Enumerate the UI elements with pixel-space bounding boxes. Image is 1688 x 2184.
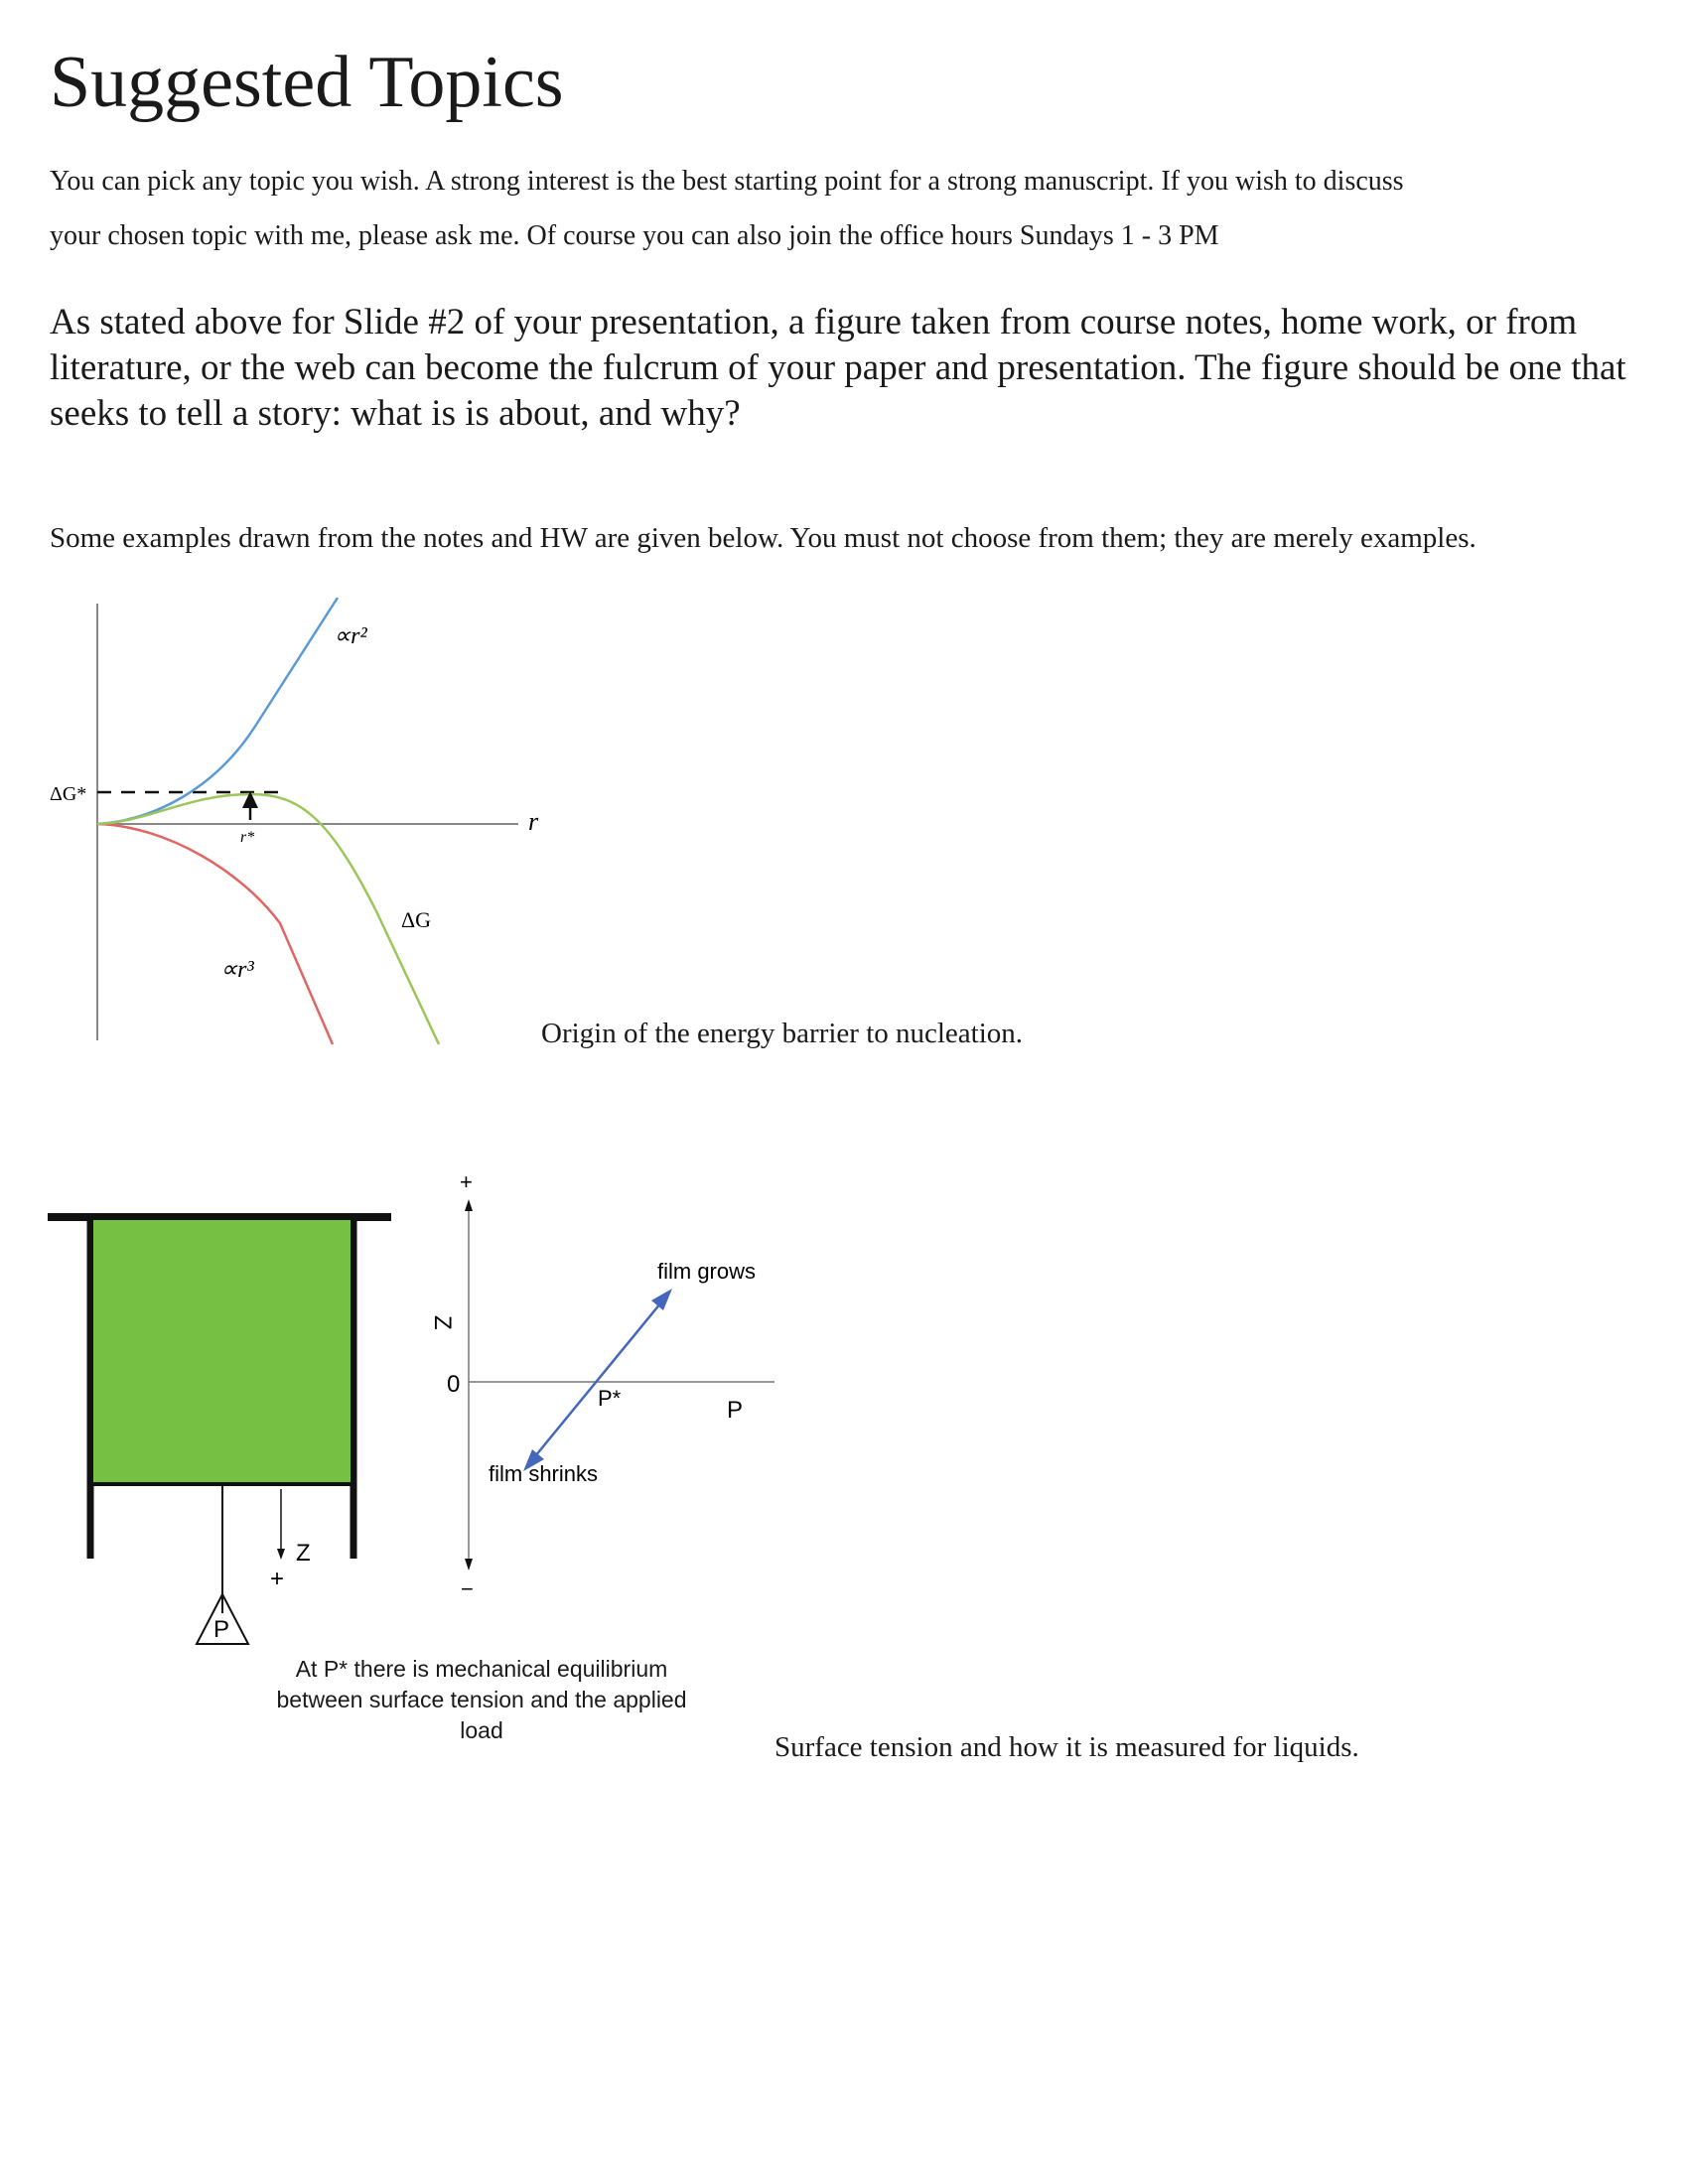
instruction-paragraph: As stated above for Slide #2 of your presentation, a figure taken from course notes, home work, or from literature, or the web can become the fulcrum of your paper and presentation. The figure should be one that seeks to tell a story: what is is about, and why? xyxy=(50,302,1626,434)
r-cubed-label: ∝r³ xyxy=(220,957,254,983)
delta-g-star-label: ΔG* xyxy=(50,783,87,805)
film-shrinks-label: film shrinks xyxy=(489,1461,599,1486)
equilibrium-line xyxy=(530,1297,665,1462)
nucleation-figure xyxy=(0,586,616,1052)
piston-plus-label: + xyxy=(270,1566,285,1592)
z-direction-arrowhead xyxy=(277,1549,285,1560)
axis-minus-label: − xyxy=(461,1576,474,1601)
surface-term-curve xyxy=(97,598,338,824)
piston-z-label: Z xyxy=(296,1540,311,1567)
intro-line-1: You can pick any topic you wish. A strong interest is the best starting point for a strong manuscript. If you wish to discuss xyxy=(50,166,1404,197)
r-squared-label: ∝r² xyxy=(334,623,367,649)
film-grows-label: film grows xyxy=(657,1259,757,1284)
page-title: Suggested Topics xyxy=(50,42,564,123)
film-grows-arrowhead xyxy=(651,1289,672,1310)
axis-z-label: Z xyxy=(429,1315,456,1330)
intro-line-2: your chosen topic with me, please ask me. Of course you can also join the office hours Sundays 1 - 3 PM xyxy=(50,220,1219,251)
nucleation-caption: Origin of the energy barrier to nucleation. xyxy=(541,1018,1024,1049)
equilibrium-caption: At P* there is mechanical equilibrium between surface tension and the applied load xyxy=(276,1656,687,1743)
p-star-label: P* xyxy=(598,1386,622,1411)
delta-g-label: ΔG xyxy=(401,907,432,932)
z-axis-top-arrowhead xyxy=(465,1199,473,1211)
liquid-film xyxy=(93,1220,351,1482)
weight-label: P xyxy=(213,1616,230,1643)
r-axis-label: r xyxy=(528,807,539,836)
examples-note: Some examples drawn from the notes and HW are given below. You must not choose from them; they are merely examples. xyxy=(50,522,1477,554)
axis-plus-label: + xyxy=(460,1169,473,1194)
axis-zero-label: 0 xyxy=(447,1371,461,1398)
z-axis-bottom-arrowhead xyxy=(465,1559,473,1570)
surface-tension-caption: Surface tension and how it is measured for liquids. xyxy=(774,1731,1359,1763)
surface-tension-figure xyxy=(0,1161,794,1648)
p-axis-label: P xyxy=(727,1397,744,1424)
volume-term-curve xyxy=(97,824,333,1044)
r-star-label: r* xyxy=(240,829,255,846)
